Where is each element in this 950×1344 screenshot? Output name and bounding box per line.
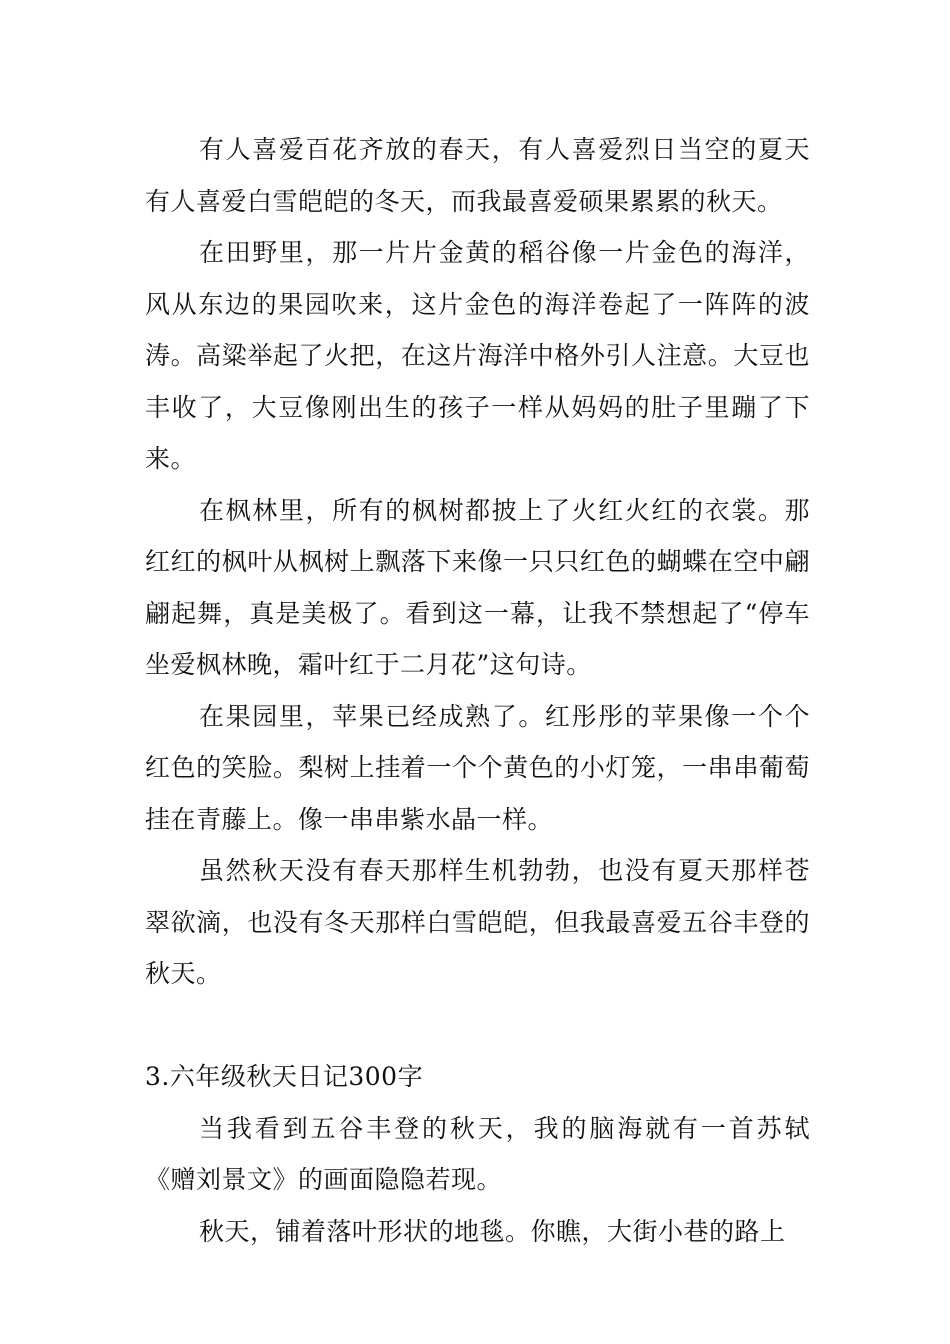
paragraph-section-intro: 当我看到五谷丰登的秋天，我的脑海就有一首苏轼《赠刘景文》的画面隐隐若现。 [145,1113,810,1194]
section-heading: 3.六年级秋天日记300字 [145,1062,424,1091]
paragraph-intro: 有人喜爱百花齐放的春天，有人喜爱烈日当空的夏天有人喜爱白雪皑皑的冬天，而我最喜爱硕果累累的秋天。 [145,135,810,216]
paragraph-fields: 在田野里，那一片片金黄的稻谷像一片金色的海洋，风从东边的果园吹来，这片金色的海洋卷起了一阵阵的波涛。高粱举起了火把，在这片海洋中格外引人注意。大豆也丰收了，大豆像刚出生的孩子一样从妈妈的肚子里蹦了下来。 [145,238,810,473]
paragraph-maple-forest: 在枫林里，所有的枫树都披上了火红火红的衣裳。那红红的枫叶从枫树上飘落下来像一只只红色的蝴蝶在空中翩翩起舞，真是美极了。看到这一幕，让我不禁想起了“停车坐爱枫林晚，霜叶红于二月花”这句诗。 [145,495,810,679]
document-body [145,124,810,1257]
paragraph-section-continued: 秋天，铺着落叶形状的地毯。你瞧，大街小巷的路上 [199,1216,786,1246]
paragraph-conclusion: 虽然秋天没有春天那样生机勃勃，也没有夏天那样苍翠欲滴，也没有冬天那样白雪皑皑，但我最喜爱五谷丰登的秋天。 [145,856,810,988]
paragraph-orchard: 在果园里，苹果已经成熟了。红彤彤的苹果像一个个红色的笑脸。梨树上挂着一个个黄色的小灯笼，一串串葡萄挂在青藤上。像一串串紫水晶一样。 [145,701,810,834]
